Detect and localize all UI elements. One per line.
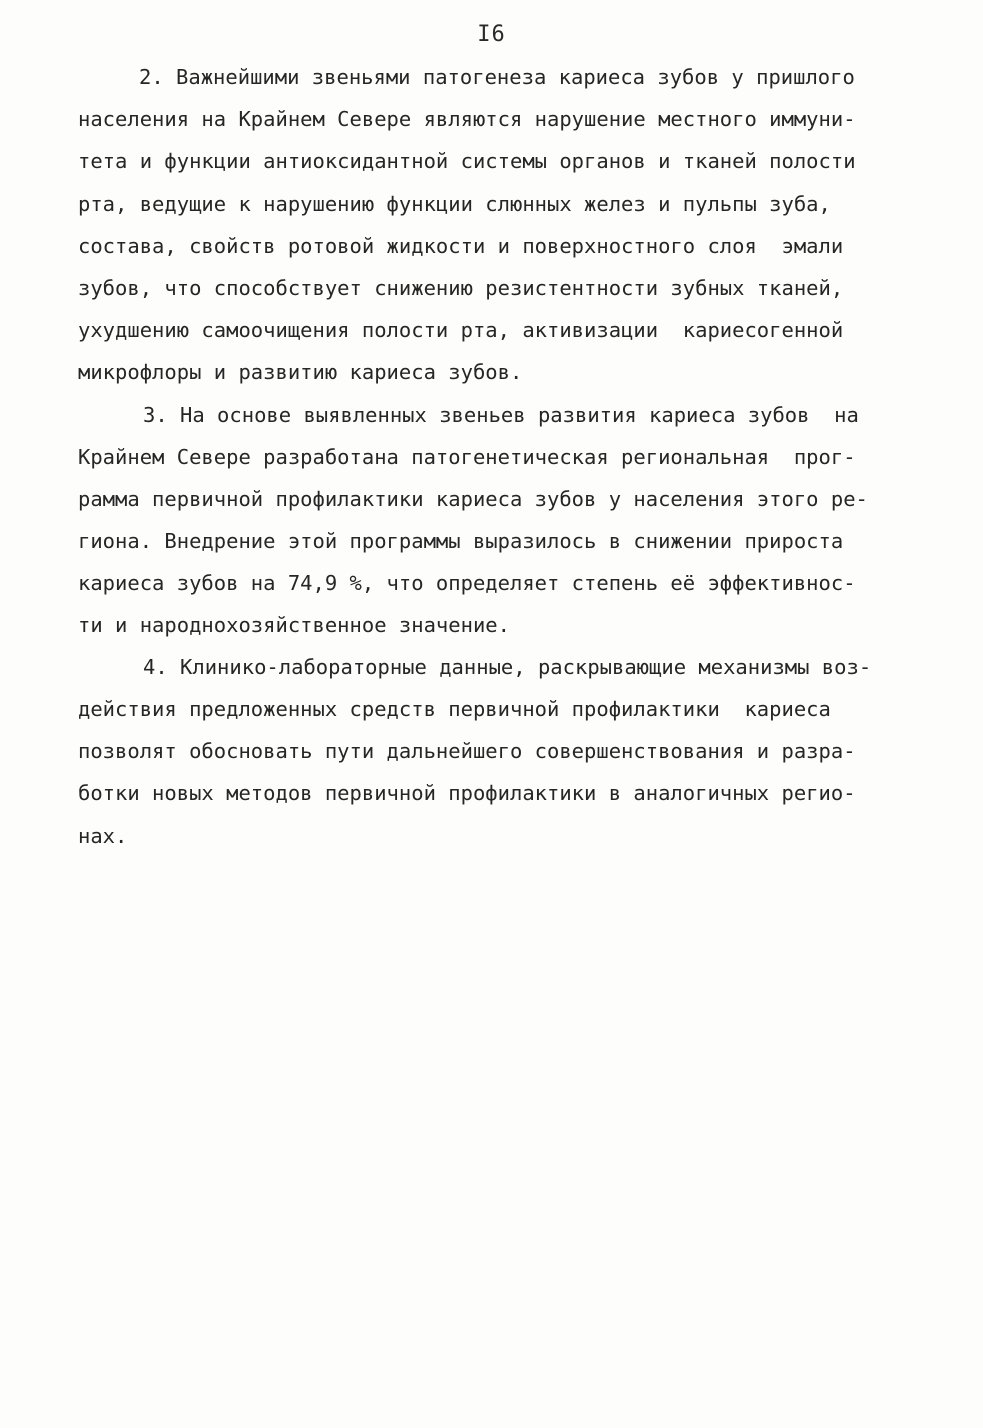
text-line: 2. Важнейшими звеньями патогенеза кариеса зубов у пришлого: [139, 65, 855, 89]
text-line: рамма первичной профилактики кариеса зубов у населения этого ре-: [78, 487, 868, 511]
text-line: нах.: [78, 824, 128, 848]
text-line: рта, ведущие к нарушению функции слюнных желез и пульпы зуба,: [78, 192, 831, 216]
text-line: зубов, что способствует снижению резистентности зубных тканей,: [78, 276, 844, 300]
page-number: I6: [477, 22, 506, 47]
text-line: 3. На основе выявленных звеньев развития кариеса зубов на: [143, 403, 859, 427]
text-line: 4. Клинико-лабораторные данные, раскрывающие механизмы воз-: [143, 655, 872, 679]
text-line: микрофлоры и развитию кариеса зубов.: [78, 360, 523, 384]
text-line: ботки новых методов первичной профилактики в аналогичных регио-: [78, 781, 856, 805]
text-line: действия предложенных средств первичной профилактики кариеса: [78, 697, 831, 721]
text-line: позволят обосновать пути дальнейшего совершенствования и разра-: [78, 739, 856, 763]
text-line: населения на Крайнем Севере являются нарушение местного иммуни-: [78, 107, 856, 131]
text-line: тета и функции антиоксидантной системы органов и тканей полости: [78, 149, 856, 173]
text-line: кариеса зубов на 74,9 %, что определяет степень её эффективнос-: [78, 571, 856, 595]
text-line: ухудшению самоочищения полости рта, активизации кариесогенной: [78, 318, 844, 342]
text-line: ти и народнохозяйственное значение.: [78, 613, 510, 637]
text-line: Крайнем Севере разработана патогенетическая региональная прог-: [78, 445, 856, 469]
text-line: состава, свойств ротовой жидкости и поверхностного слоя эмали: [78, 234, 844, 258]
text-line: гиона. Внедрение этой программы выразилось в снижении прироста: [78, 529, 844, 553]
